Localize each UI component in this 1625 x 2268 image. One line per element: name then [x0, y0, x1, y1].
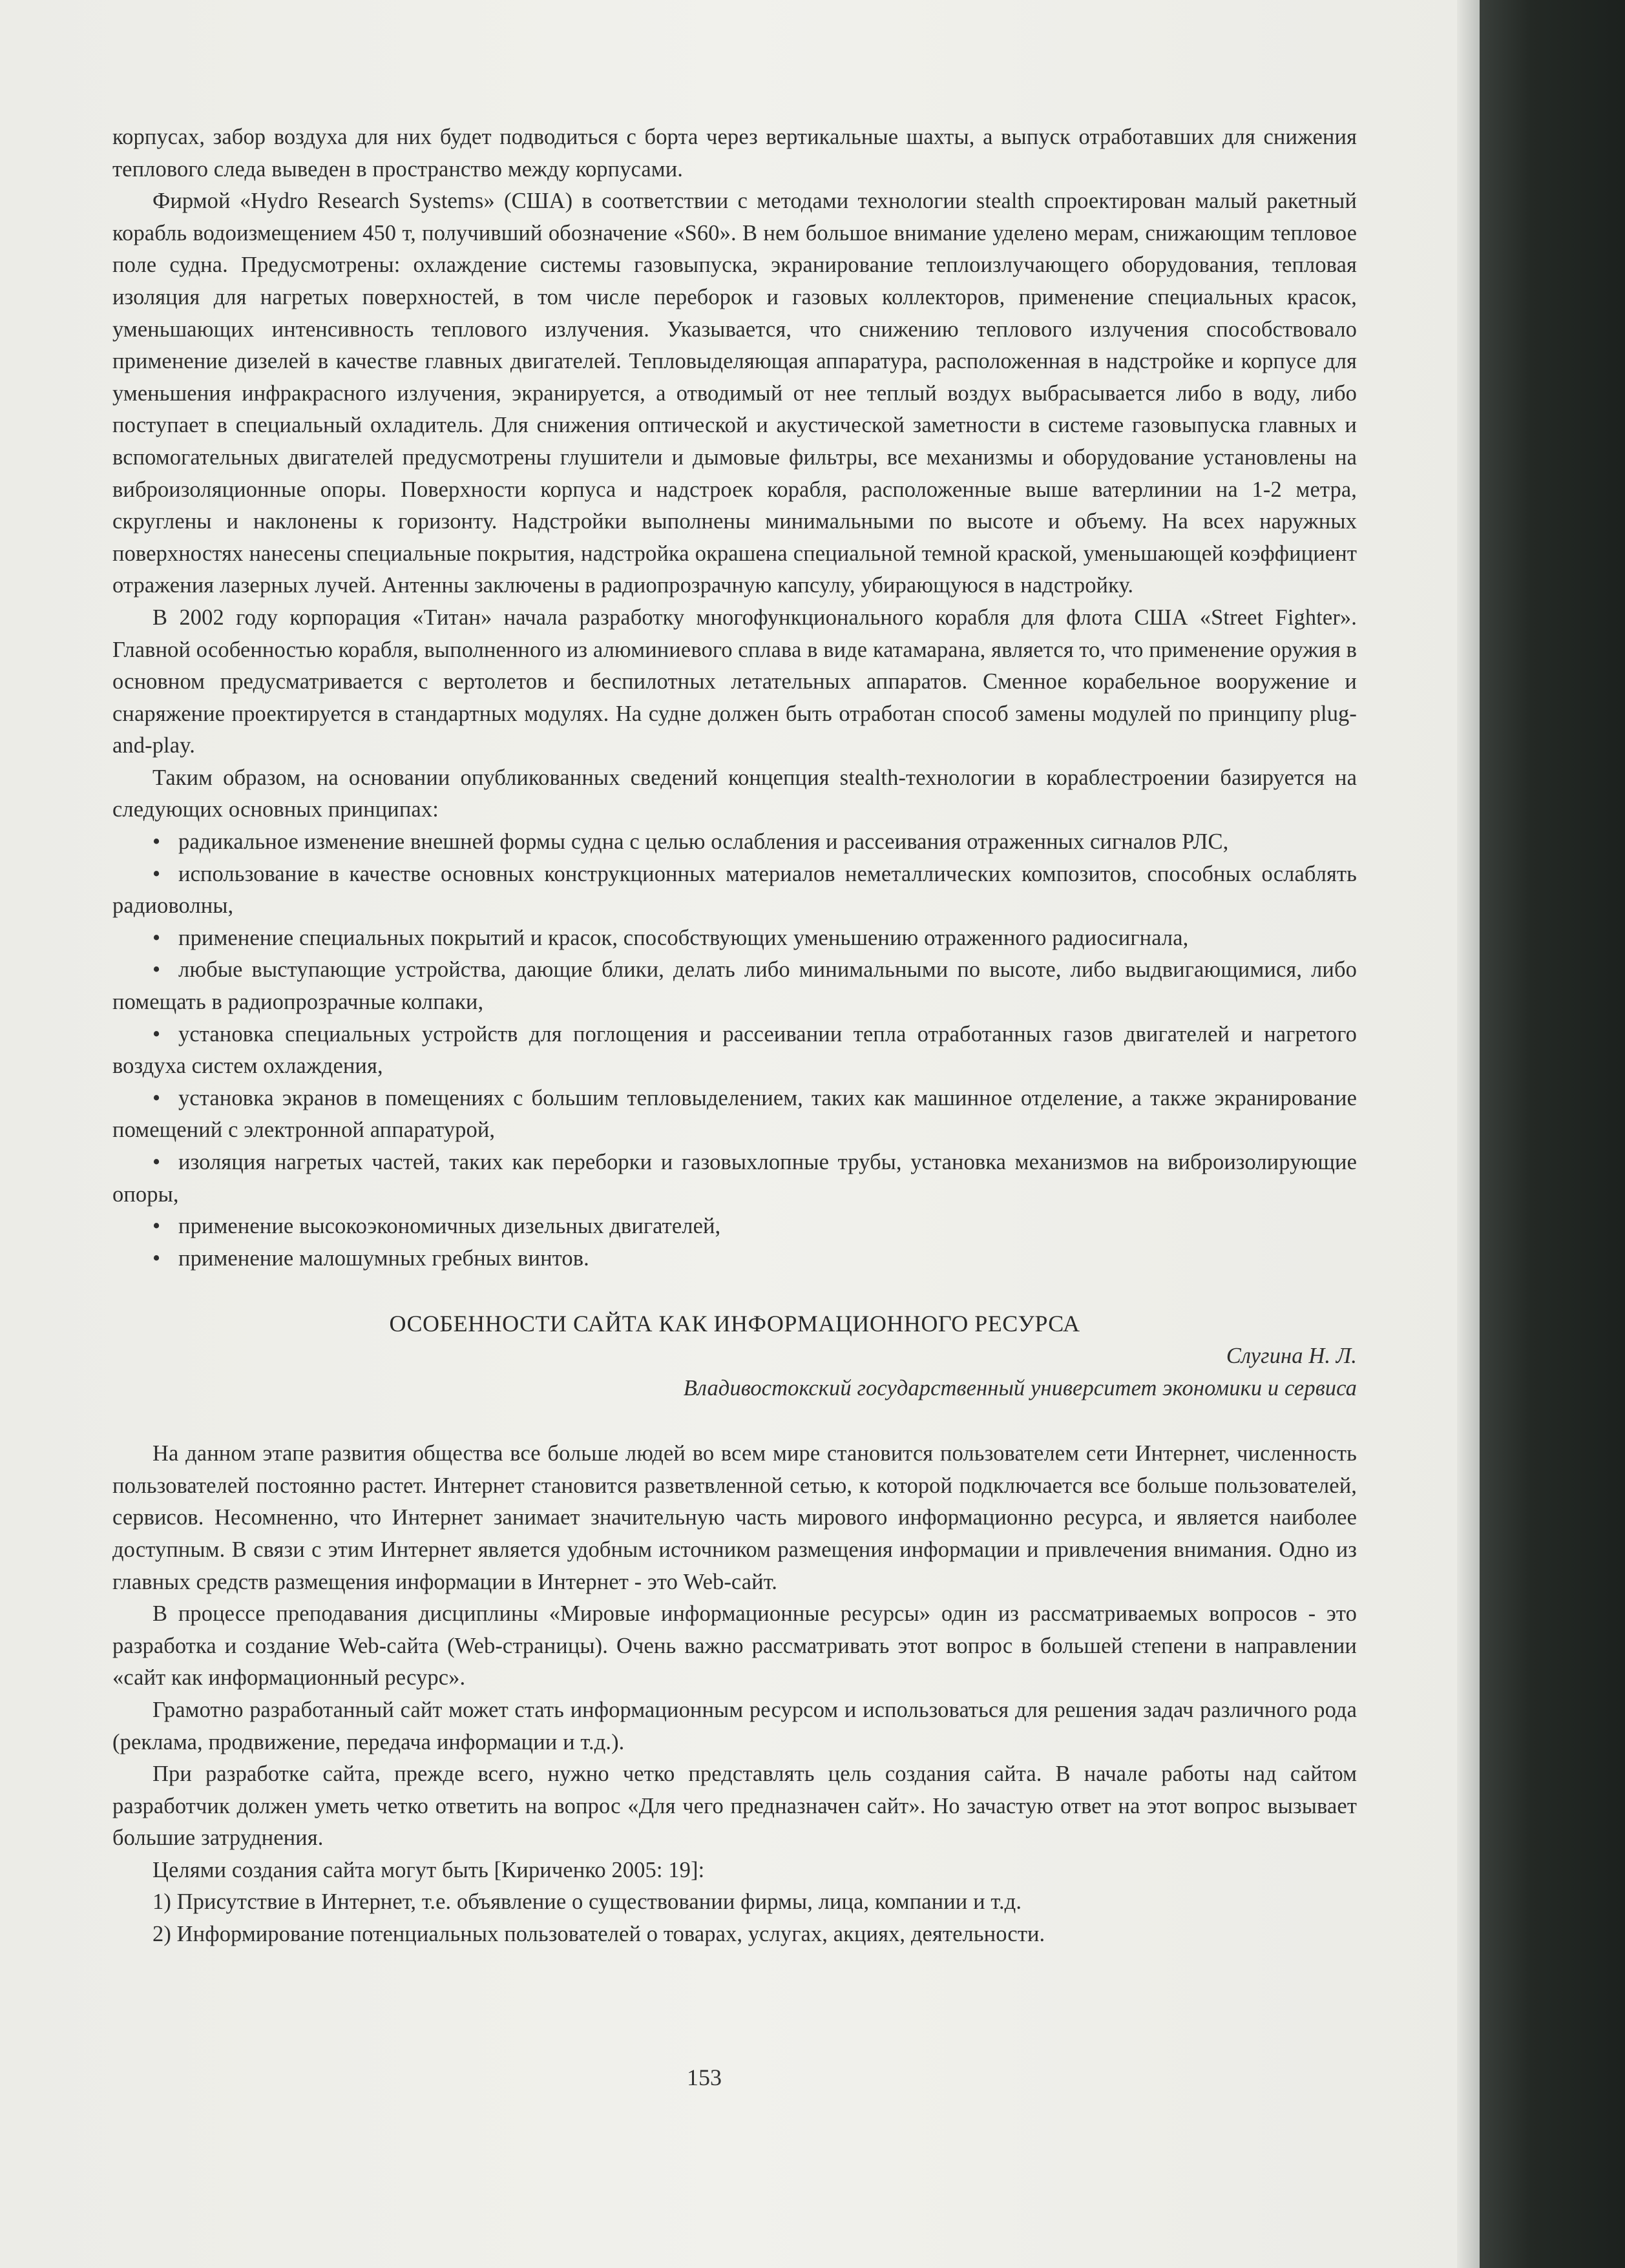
paragraph: корпусах, забор воздуха для них будет подводиться с борта через вертикальные шахты, а выпуск отработавших для снижения теплового следа выведен в пространство между корпусами. [112, 125, 1357, 182]
paragraph: Фирмой «Hydro Research Systems» (США) в соответствии с методами технологии stealth спроектирован малый ракетный корабль водоизмещением 450 т, получивший обозначение «S60». В нем большое внимание уделено мерам, снижающим тепловое поле судна. Предусмотрены: охлаждение системы газовыпуска, экранирование теплоизлучающего оборудования, тепловая изоляция для нагретых поверхностей, в том числе переборок и газовых коллекторов, применение специальных красок, уменьшающих интенсивность теплового излучения. Указывается, что снижению теплового излучения способствовало применение дизелей в качестве главных двигателей. Тепловыделяющая аппаратура, расположенная в надстройке и корпусе для уменьшения инфракрасного излучения, экранируется, а отводимый от нее теплый воздух выбрасывается либо в воду, либо поступает в специальный охладитель. Для снижения оптической и акустической заметности в системе газовыпуска главных и вспомогательных двигателей предусмотрены глушители и дымовые фильтры, все механизмы и оборудование установлены на виброизоляционные опоры. Поверхности корпуса и надстроек корабля, расположенные выше ватерлинии на 1-2 метра, скруглены и наклонены к горизонту. Надстройки выполнены минимальными по высоте и объему. На всех наружных поверхностях нанесены специальные покрытия, надстройка окрашена специальной темной краской, уменьшающей коэффициент отражения лазерных лучей. Антенны заключены в радиопрозрачную капсулу, убирающуюся в надстройку. [112, 189, 1357, 598]
page-text [112, 121, 1357, 1951]
article-affiliation: Владивостокский государственный университет экономики и сервиса [683, 1375, 1357, 1400]
list-item: • установка специальных устройств для поглощения и рассеивании тепла отработанных газов двигателей и нагретого воздуха систем охлаждения, [112, 1019, 1357, 1083]
article-title: ОСОБЕННОСТИ САЙТА КАК ИНФОРМАЦИОННОГО РЕСУРСА [389, 1311, 1080, 1337]
list-item: • применение малошумных гребных винтов. [112, 1243, 1357, 1275]
page-edge [1457, 0, 1483, 2268]
list-item: • радикальное изменение внешней формы судна с целью ослабления и рассеивания отраженных сигналов РЛС, [112, 826, 1357, 858]
page-number: 153 [687, 2065, 722, 2090]
list-item: • изоляция нагретых частей, таких как переборки и газовыхлопные трубы, установка механизмов на виброизолирующие опоры, [112, 1147, 1357, 1211]
list-item: • применение высокоэкономичных дизельных двигателей, [112, 1211, 1357, 1243]
list-item: • использование в качестве основных конструкционных материалов неметаллических композитов, способных ослаблять радиоволны, [112, 858, 1357, 922]
bullet-icon: • [152, 957, 161, 983]
paragraph: В 2002 году корпорация «Титан» начала разработку многофункционального корабля для флота США «Street Fighter». Главной особенностью корабля, выполненного из алюминиевого сплава в виде катамарана, является то, что применение оружия в основном предусматривается с вертолетов и беспилотных летательных аппаратов. Сменное корабельное вооружение и снаряжение проектируется в стандартных модулях. На судне должен быть отработан способ замены модулей по принципу plug-and-play. [112, 605, 1357, 758]
bullet-icon: • [152, 829, 161, 855]
list-item: • применение специальных покрытий и красок, способствующих уменьшению отраженного радиосигнала, [112, 922, 1357, 955]
paragraph: Грамотно разработанный сайт может стать информационным ресурсом и использоваться для решения задач различного рода (реклама, продвижение, передача информации и т.д.). [112, 1697, 1357, 1754]
bullet-icon: • [152, 1150, 161, 1174]
bullet-icon: • [152, 1245, 161, 1271]
bullet-icon: • [152, 1214, 161, 1239]
list-item: • установка экранов в помещениях с большим тепловыделением, таких как машинное отделение, а также экранирование помещений с электронной аппаратурой, [112, 1083, 1357, 1147]
paragraph: Целями создания сайта могут быть [Кириченко 2005: 19]: [152, 1857, 705, 1882]
goal-item: 2) Информирование потенциальных пользователей о товарах, услугах, акциях, деятельности. [152, 1922, 1045, 1947]
list-item: • любые выступающие устройства, дающие блики, делать либо минимальными по высоте, либо выдвигающимися, либо помещать в радиопрозрачные колпаки, [112, 954, 1357, 1018]
book-spine [1480, 0, 1625, 2268]
bullet-icon: • [152, 861, 161, 886]
goal-item: 1) Присутствие в Интернет, т.е. объявление о существовании фирмы, лица, компании и т.д. [152, 1889, 1022, 1915]
paragraph: При разработке сайта, прежде всего, нужно четко представлять цель создания сайта. В начале работы над сайтом разработчик должен уметь четко ответить на вопрос «Для чего предназначен сайт». Но зачастую ответ на этот вопрос вызывает большие затруднения. [112, 1762, 1357, 1851]
bullet-icon: • [152, 1021, 161, 1046]
article-author: Слугина Н. Л. [1226, 1343, 1357, 1368]
paragraph: В процессе преподавания дисциплины «Мировые информационные ресурсы» один из рассматриваемых вопросов - это разработка и создание Web-сайта (Web-страницы). Очень важно рассматривать этот вопрос в большей степени в направлении «сайт как информационный ресурс». [112, 1601, 1357, 1691]
bullet-icon: • [152, 1085, 161, 1110]
bullet-icon: • [152, 925, 161, 950]
paragraph: На данном этапе развития общества все больше людей во всем мире становится пользователем сети Интернет, численность пользователей постоянно растет. Интернет становится разветвленной сетью, к которой подключается все больше пользователей, сервисов. Несомненно, что Интернет занимает значительную часть мирового информационно ресурса, и является наиболее доступным. В связи с этим Интернет является удобным источником размещения информации и привлечения внимания. Одно из главных средств размещения информации в Интернет - это Web-сайт. [112, 1441, 1357, 1594]
paragraph: Таким образом, на основании опубликованных сведений концепция stealth-технологии в кораблестроении базируется на следующих основных принципах: [112, 765, 1357, 822]
